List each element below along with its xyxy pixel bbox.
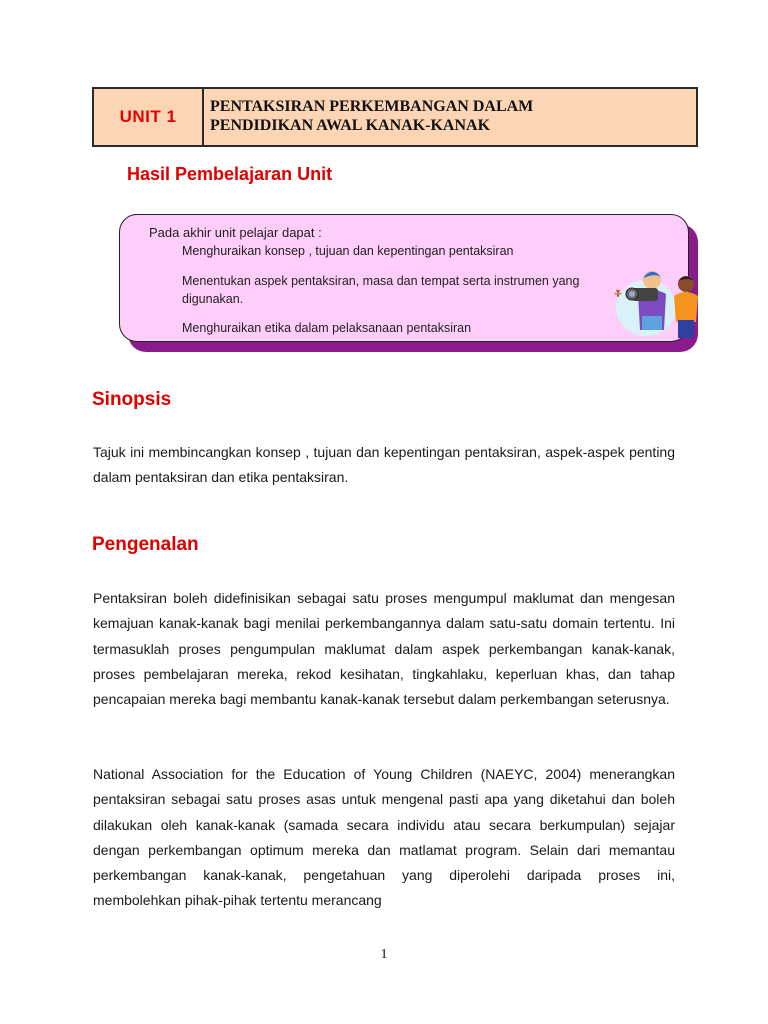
unit-title-line-2: PENDIDIKAN AWAL KANAK-KANAK: [210, 117, 491, 134]
introduction-paragraph-2: National Association for the Education of Young Children (NAEYC, 2004) menerangkan pentaksiran sebagai satu proses asas untuk mengenal pasti apa yang diketahui dan boleh dilakukan oleh kanak-kanak (samada secara individu atau secara berkumpulan) sejajar dengan perkembangan optimum mereka dan matlamat program. Selain dari memantau perkembangan kanak-kanak, pengetahuan yang diperolehi daripada proses ini, membolehkan pihak-pihak tertentu merancang: [93, 766, 675, 909]
synopsis-heading: Sinopsis: [92, 389, 172, 410]
unit-title: [204, 89, 696, 145]
learning-outcomes-box: [119, 214, 689, 342]
synopsis-paragraph: Tajuk ini membincangkan konsep , tujuan dan kepentingan pentaksiran, aspek-aspek penting dalam pentaksiran dan etika pentaksiran.: [93, 444, 675, 486]
children-camera-illustration: [608, 264, 704, 340]
learning-outcomes-heading: Hasil Pembelajaran Unit: [127, 164, 333, 184]
outcome-item: Menghuraikan konsep , tujuan dan kepentingan pentaksiran: [182, 244, 514, 258]
outcome-item: Menghuraikan etika dalam pelaksanaan pentaksiran: [182, 321, 472, 335]
unit-label: UNIT 1: [94, 89, 204, 145]
outcomes-intro: Pada akhir unit pelajar dapat :: [149, 225, 322, 240]
unit-header-table: [92, 87, 698, 147]
page-number: 1: [380, 947, 388, 962]
unit-title-line-1: PENTAKSIRAN PERKEMBANGAN DALAM: [210, 98, 534, 115]
outcome-item: Menentukan aspek pentaksiran, masa dan tempat serta instrumen yang digunakan.: [182, 274, 580, 306]
introduction-paragraph-1: Pentaksiran boleh didefinisikan sebagai satu proses mengumpul maklumat dan mengesan kemajuan kanak-kanak bagi menilai perkembangannya dalam satu-satu domain tertentu. Ini termasuklah proses pengumpulan maklumat dalam aspek perkembangan kanak-kanak, proses pembelajaran mereka, rekod kesihatan, tingkahlaku, keperluan khas, dan tahap pencapaian mereka bagi membantu kanak-kanak tersebut dalam perkembangan seterusnya.: [93, 590, 675, 708]
introduction-heading: Pengenalan: [92, 534, 199, 555]
